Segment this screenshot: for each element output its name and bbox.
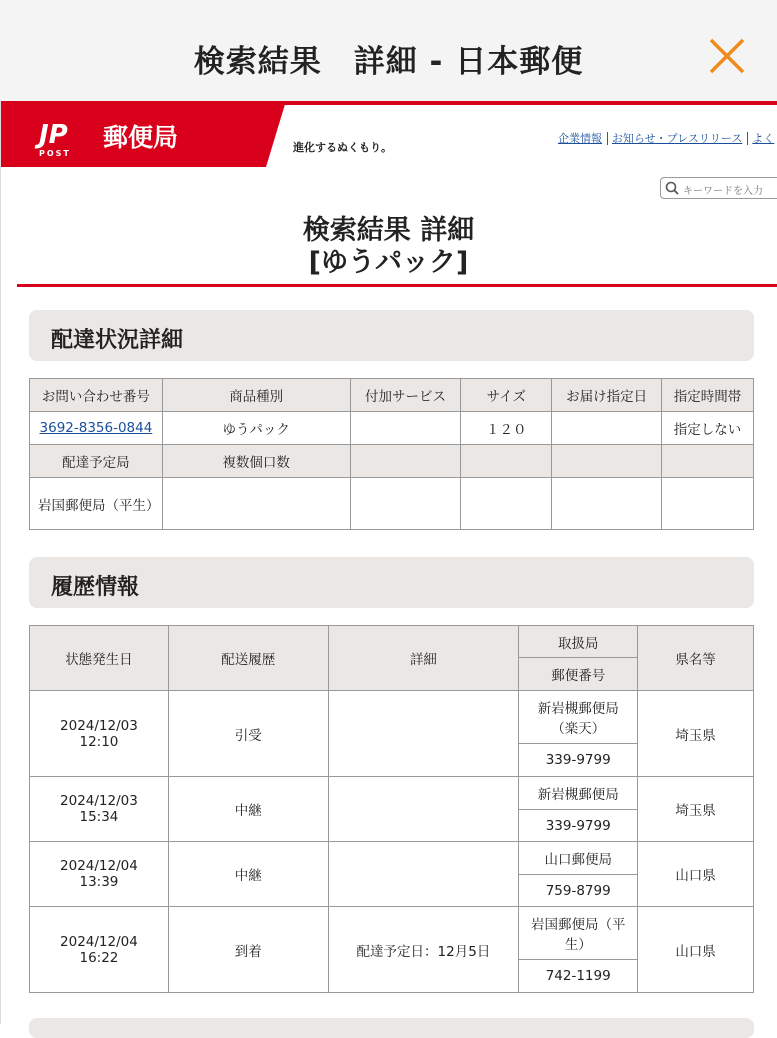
top-links — [558, 130, 777, 146]
link-corporate[interactable]: 企業情報 — [558, 132, 608, 145]
header-delivery-date: お届け指定日 — [552, 379, 662, 412]
search-input[interactable] — [660, 177, 777, 199]
history-status: 中継 — [168, 842, 328, 907]
date: 2024/12/04 — [60, 858, 138, 874]
date: 2024/12/04 — [60, 933, 138, 950]
logo-text: 郵便局 — [103, 123, 179, 152]
japan-post-logo[interactable] — [1, 101, 286, 167]
page-title-text: 検索結果 詳細 - 日本郵便 — [193, 44, 584, 80]
history-prefecture: 埼玉県 — [638, 777, 754, 842]
extra-service — [350, 412, 461, 445]
empty-header — [662, 445, 754, 478]
header-red-rule — [1, 101, 777, 105]
header-postal: 郵便番号 — [519, 658, 638, 691]
header-delivery-office: 配達予定局 — [30, 445, 163, 478]
history-prefecture: 埼玉県 — [638, 691, 754, 777]
size-value: １２０ — [461, 412, 552, 445]
empty-header — [461, 445, 552, 478]
browser-title-bar — [0, 0, 777, 101]
table-row — [30, 478, 754, 530]
link-faq[interactable]: よく — [752, 132, 775, 145]
header-multi-count: 複数個口数 — [162, 445, 350, 478]
history-date — [30, 777, 169, 842]
empty-cell — [552, 478, 662, 530]
history-postal: 742-1199 — [519, 960, 638, 993]
page-heading-line2: [ゆうパック] — [308, 247, 469, 278]
history-postal: 759-8799 — [519, 875, 638, 907]
history-office: 新岩槻郵便局 — [519, 777, 638, 810]
next-section-header — [29, 1018, 754, 1038]
time: 15:34 — [79, 809, 119, 825]
header-office: 取扱局 — [519, 626, 638, 658]
header-inquiry-number: お問い合わせ番号 — [30, 379, 163, 412]
time: 13:39 — [79, 874, 119, 890]
header-prefecture: 県名等 — [638, 626, 754, 691]
multi-count — [162, 478, 350, 530]
date: 2024/12/03 — [60, 793, 138, 809]
history-detail — [328, 691, 519, 777]
history-office: 新岩槻郵便局（楽天） — [519, 691, 638, 744]
page-heading-line1: 検索結果 詳細 — [302, 215, 475, 246]
site-header — [1, 101, 777, 167]
delivery-office: 岩国郵便局（平生） — [30, 478, 163, 530]
header-size: サイズ — [461, 379, 552, 412]
history-postal: 339-9799 — [519, 744, 638, 777]
history-postal: 339-9799 — [519, 810, 638, 842]
table-row — [30, 691, 754, 744]
empty-cell — [350, 478, 461, 530]
header-product-type: 商品種別 — [162, 379, 350, 412]
empty-cell — [662, 478, 754, 530]
date: 2024/12/03 — [60, 717, 138, 734]
empty-header — [350, 445, 461, 478]
time: 16:22 — [79, 949, 119, 966]
table-row — [30, 379, 754, 412]
history-detail: 配達予定日：12月5日 — [328, 907, 519, 993]
table-row — [30, 626, 754, 658]
heading-rule — [17, 284, 777, 287]
table-row — [30, 842, 754, 875]
header-detail: 詳細 — [328, 626, 519, 691]
history-office: 山口郵便局 — [519, 842, 638, 875]
page-heading — [0, 215, 777, 279]
history-date — [30, 842, 169, 907]
history-status: 引受 — [168, 691, 328, 777]
logo-sub: POST — [39, 149, 71, 158]
search-placeholder: キーワードを入力 — [683, 186, 763, 197]
search-icon — [665, 181, 679, 195]
close-icon[interactable] — [707, 36, 747, 76]
history-detail — [328, 777, 519, 842]
history-prefecture: 山口県 — [638, 842, 754, 907]
history-detail — [328, 842, 519, 907]
history-header: 履歴情報 — [29, 557, 754, 608]
history-table — [29, 625, 754, 993]
delivery-status-header: 配達状況詳細 — [29, 310, 754, 361]
delivery-date — [552, 412, 662, 445]
history-office: 岩国郵便局（平生） — [519, 907, 638, 960]
table-row — [30, 445, 754, 478]
history-status: 中継 — [168, 777, 328, 842]
table-row — [30, 907, 754, 960]
empty-header — [552, 445, 662, 478]
header-time-slot: 指定時間帯 — [662, 379, 754, 412]
header-extra-service: 付加サービス — [350, 379, 461, 412]
header-history: 配送履歴 — [168, 626, 328, 691]
link-press[interactable]: お知らせ・プレスリリース — [612, 132, 748, 145]
history-prefecture: 山口県 — [638, 907, 754, 993]
history-date — [30, 907, 169, 993]
history-status: 到着 — [168, 907, 328, 993]
delivery-status-table — [29, 378, 754, 530]
time: 12:10 — [79, 733, 119, 750]
history-date — [30, 691, 169, 777]
tracking-number-link[interactable]: 3692-8356-0844 — [39, 420, 153, 436]
table-row — [30, 412, 754, 445]
tagline: 進化するぬくもり。 — [293, 141, 392, 154]
table-row — [30, 777, 754, 810]
empty-cell — [461, 478, 552, 530]
logo-mark: JP — [39, 120, 68, 150]
header-date: 状態発生日 — [30, 626, 169, 691]
time-slot: 指定しない — [662, 412, 754, 445]
product-type: ゆうパック — [162, 412, 350, 445]
